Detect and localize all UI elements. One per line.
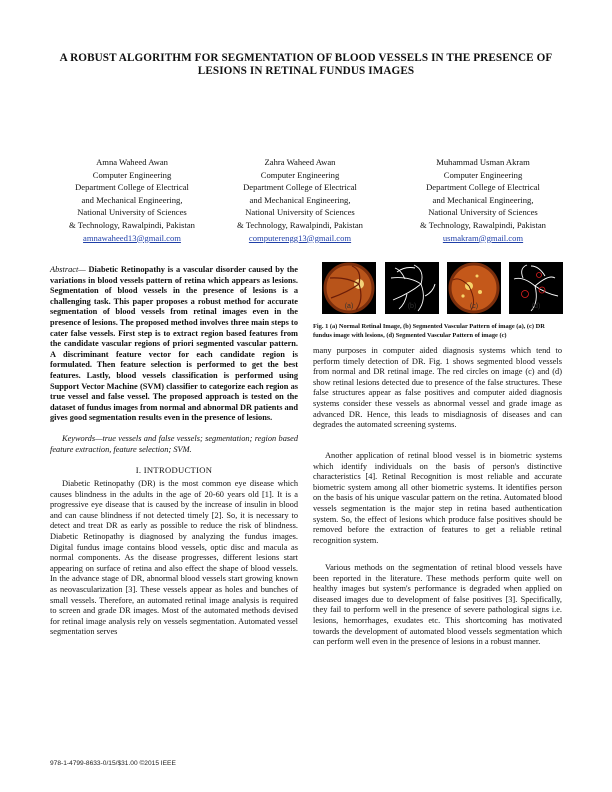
author-college: Department College of Electrical [243,182,357,193]
figure-label-c: (c) [469,303,479,310]
author-block-3 [395,156,571,244]
figure-label-d: (d) [531,303,541,310]
section-heading-introduction: I. INTRODUCTION [135,465,213,475]
author-college-2: and Mechanical Engineering, [81,194,183,205]
author-email-link[interactable]: amnawaheed13@gmail.com [83,232,181,243]
author-name: Zahra Waheed Awan [264,157,336,167]
author-city: & Technology, Rawalpindi, Pakistan [69,219,195,230]
figure-label-a: (a) [344,303,354,310]
abstract-body: Diabetic Retinopathy is a vascular disorder caused by the variations in blood vessels pattern of retina which appears as lesions. Segmentation of blood vessels in the presence of lesions is a challenging task. This paper proposes a robust method for accurate segmentation of blood vessels from retinal images even in the presence of lesions. The proposed method involves three main steps to cater false vessels. First step is to extract region based features from the candidate vascular regions of priori segmented vascular pattern. A discriminant feature vector for each candidate region is formulated. Then feature selection is performed to get the best features. Lastly, blood vessels classification is performed using Support Vector Machine (SVM) classifier to categorize each region as true vessel and false vessel. The proposed approach is tested on the dataset of fundus images from normal and abnormal DR patients and gives good segmentation results even in the presence of lesions. [50,265,298,423]
author-university: National University of Sciences [77,207,187,218]
author-college: Department College of Electrical [426,182,540,193]
author-college-2: and Mechanical Engineering, [249,194,351,205]
author-dept: Computer Engineering [443,169,523,180]
figure-label-b: (b) [407,303,417,310]
keywords [50,434,298,455]
author-city: & Technology, Rawalpindi, Pakistan [420,219,546,230]
right-column-paragraph-2 [313,451,562,546]
author-name: Amna Waheed Awan [96,157,168,167]
intro-column-left [50,479,298,638]
author-college-2: and Mechanical Engineering, [432,194,534,205]
abstract [50,265,298,424]
figure-caption: Fig. 1 (a) Normal Retinal Image, (b) Segmented Vascular Pattern of image (a), (c) DR fundus image with lesions, (d) Segmented Vascular Pattern of image (c) [313,323,545,339]
paragraph-text: Another application of retinal blood vessel is in biometric systems which identify individuals on the basis of person's distinctive characteristics [4]. Retinal Recognition is most reliable and accurate biometric system among all other biometric systems. It identifies person on the basis of his unique vascular pattern on the retina. Automated blood vessels segmentation is the major step in retina based authentication system. So, the effect of lesions which produce false positives should be removed before the extraction of features to get a reliable retinal recognition system. [313,451,562,545]
paper-title: A ROBUST ALGORITHM FOR SEGMENTATION OF BLOOD VESSELS IN THE PRESENCE OF LESIONS IN RETINAL FUNDUS IMAGES [59,52,553,77]
author-college: Department College of Electrical [75,182,189,193]
author-block-2 [212,156,388,244]
intro-paragraph-1: Diabetic Retinopathy (DR) is the most common eye disease which causes blindness in the adults in the age of 20-60 years old [1]. It is a progressive eye disease that is caused by the increase of insulin in blood and can cause blindness if not detected timely [2]. So, it is necessary to detect and treat DR as early as possible to reduce the risk of blindness. Diabetic Retinopathy is diagnosed by analyzing the fundus images. Digital fundus image contains blood vessels, optic disc and macula as normal components. As the disease progresses, different lesions start appearing on surface of retina and also effect the shape of blood vessels. In the advance stage of DR, abnormal blood vessels start growing known as neovascularization [3]. These vessels appear as holes and bunches of small vessels. Therefore, an automated retinal image analysis is required to screen and grade DR images. Most of the automated methods devised for retinal image analysis rely on vessels segmentation. Automated vessel segmentation serves [50,479,298,637]
paragraph-text: Various methods on the segmentation of retinal blood vessels have been reported in the literature. These methods perform quite well on healthy images but system's performance is degraded when applied on diseased images due to development of false positives [3]. Specifically, they fail to perform well in the presence of severe pathological signs i.e. lesions, hemorrhages, exudates etc. This shortcoming has motivated towards the development of automated blood vessels segmentation which can perform well even in the presence of lesions in a robust manner. [313,563,562,647]
author-university: National University of Sciences [245,207,355,218]
author-dept: Computer Engineering [260,169,340,180]
abstract-lead: Abstract— [50,265,86,274]
author-dept: Computer Engineering [92,169,172,180]
author-block-1 [44,156,220,244]
copyright-footer: 978-1-4799-8633-0/15/$31.00 ©2015 IEEE [50,760,176,767]
author-name: Muhammad Usman Akram [436,157,530,167]
right-column-paragraph-1 [313,346,562,431]
paragraph-text: many purposes in computer aided diagnosis systems which tend to perform timely detection of DR. Fig. 1 shows segmented blood vessels from normal and DR retinal image. The red circles on image (c) and (d) show retinal lesions detected due to presence of the false structures. These false structures appear as false positives and computer aided diagnosis systems consider these vessels as abnormal vessel and grade image as advanced DR. Hence, this leads to misdiagnosis of diseases and can degrades the automated screening systems. [313,346,562,430]
right-column-paragraph-3 [313,563,562,648]
author-email-link[interactable]: usmakram@gmail.com [442,232,524,243]
author-city: & Technology, Rawalpindi, Pakistan [237,219,363,230]
keywords-text: Keywords—true vessels and false vessels; segmentation; region based feature extraction, feature selection; SVM. [50,434,298,454]
author-university: National University of Sciences [428,207,538,218]
author-email-link[interactable]: computerengg13@gmail.com [248,232,352,243]
